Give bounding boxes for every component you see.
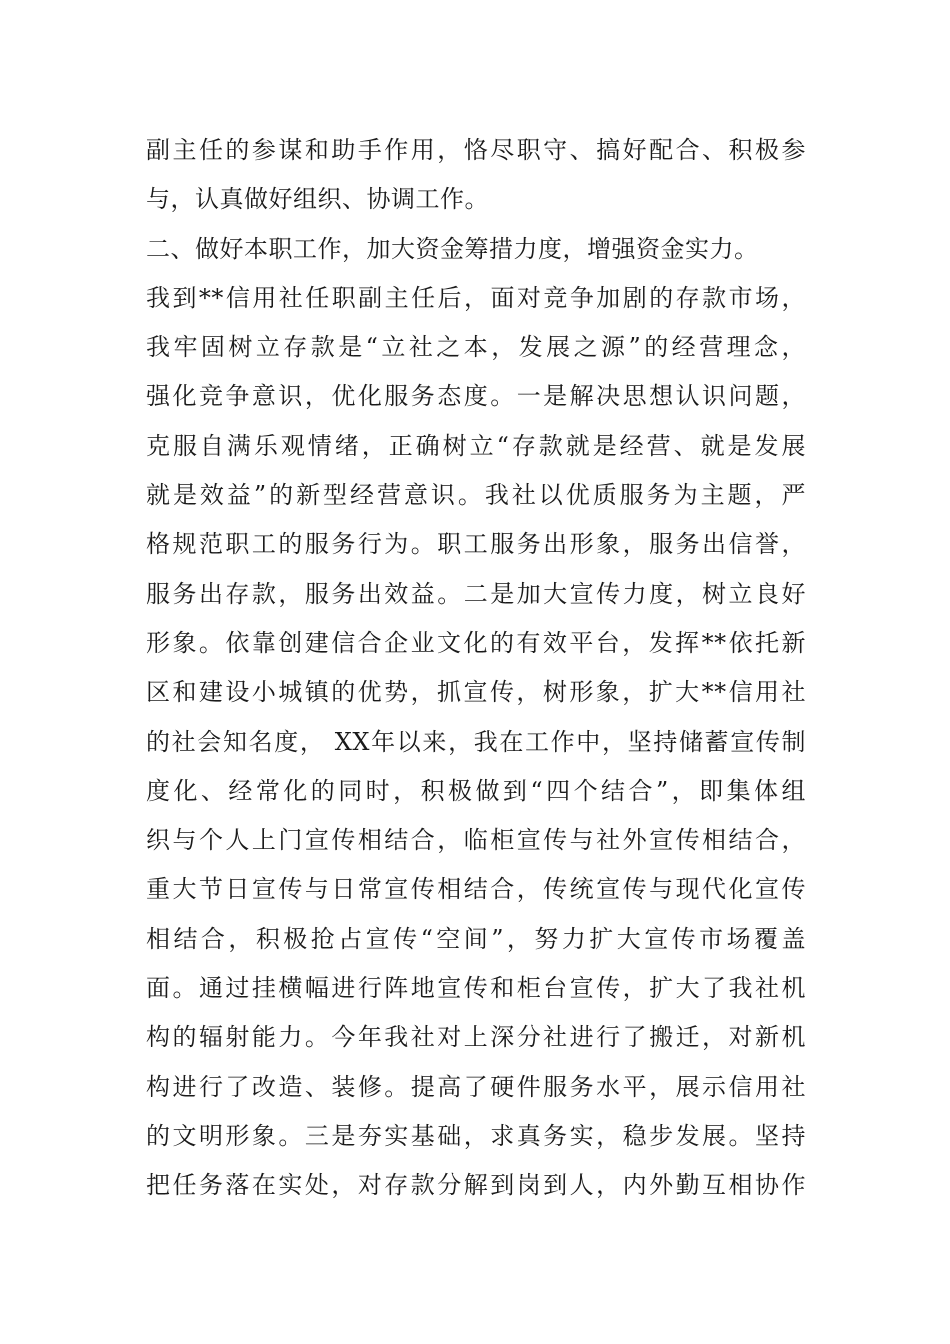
text-line: 重大节日宣传与日常宣传相结合，传统宣传与现代化宣传	[146, 875, 806, 904]
document-body	[146, 126, 806, 1211]
text-line: 强化竞争意识，优化服务态度。一是解决思想认识问题，	[146, 382, 806, 411]
text-line: 的文明形象。三是夯实基础，求真务实，稳步发展。坚持	[146, 1121, 806, 1150]
text-line: 度化、经常化的同时，积极做到“四个结合”，即集体组	[146, 776, 806, 805]
text-line: 相结合，积极抢占宣传“空间”，努力扩大宣传市场覆盖	[146, 924, 806, 953]
text-line: 我牢固树立存款是“立社之本，发展之源”的经营理念，	[146, 333, 806, 362]
text-line: 把任务落在实处，对存款分解到岗到人，内外勤互相协作	[146, 1171, 806, 1200]
text-line: 克服自满乐观情绪，正确树立“存款就是经营、就是发展	[146, 431, 806, 460]
text-line: 与，认真做好组织、协调工作。	[146, 185, 489, 214]
text-line: 面。通过挂横幅进行阵地宣传和柜台宣传，扩大了我社机	[146, 974, 806, 1003]
text-line: 区和建设小城镇的优势，抓宣传，树形象，扩大**信用社	[146, 678, 806, 707]
text-line: 织与个人上门宣传相结合，临柜宣传与社外宣传相结合，	[146, 826, 806, 855]
text-line: 我到**信用社任职副主任后，面对竞争加剧的存款市场，	[146, 283, 806, 312]
text-line: 的社会知名度， XX年以来，我在工作中，坚持储蓄宣传制	[146, 727, 806, 756]
text-line: 服务出存款，服务出效益。二是加大宣传力度，树立良好	[146, 579, 806, 608]
text-line: 形象。依靠创建信合企业文化的有效平台，发挥**依托新	[146, 628, 806, 657]
text-line: 构进行了改造、装修。提高了硬件服务水平，展示信用社	[146, 1072, 806, 1101]
text-line: 格规范职工的服务行为。职工服务出形象，服务出信誉，	[146, 530, 806, 559]
text-line: 副主任的参谋和助手作用，恪尽职守、搞好配合、积极参	[146, 136, 806, 164]
text-line: 就是效益”的新型经营意识。我社以优质服务为主题，严	[146, 481, 806, 510]
text-line: 二、做好本职工作，加大资金筹措力度，增强资金实力。	[146, 234, 759, 263]
text-line: 构的辐射能力。今年我社对上深分社进行了搬迁，对新机	[146, 1023, 806, 1052]
